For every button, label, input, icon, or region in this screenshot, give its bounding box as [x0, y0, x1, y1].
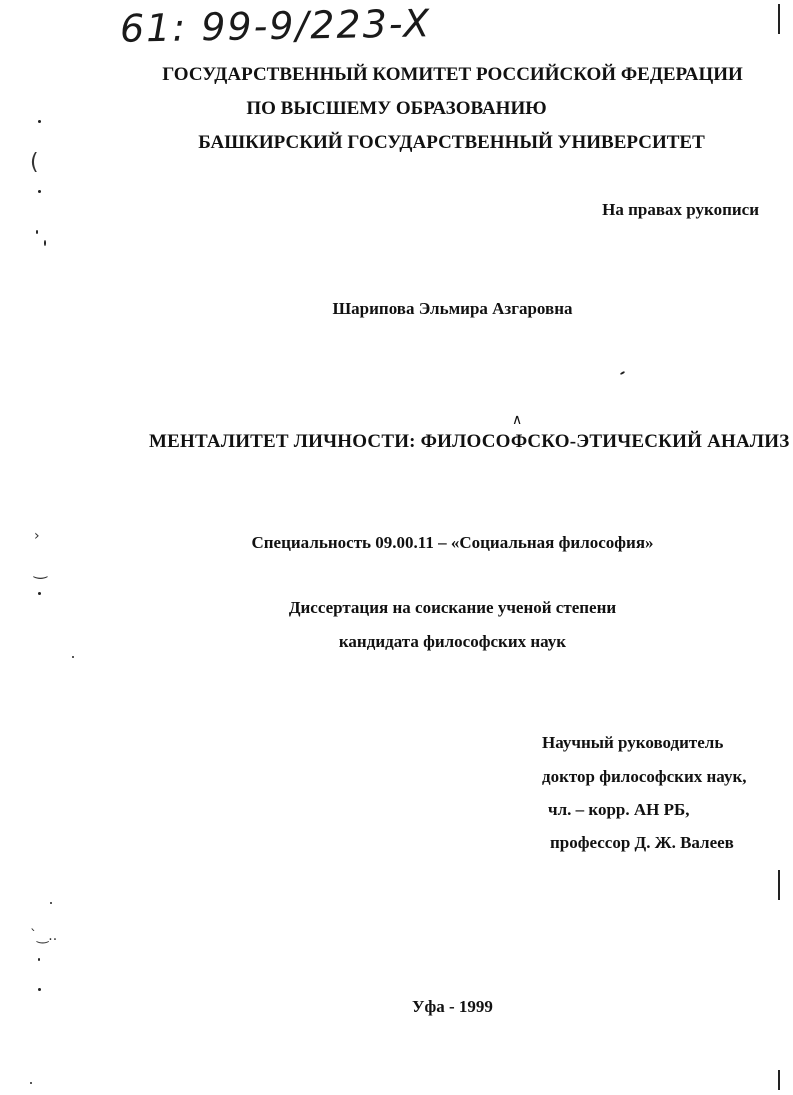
- advisor-degree: доктор философских наук,: [542, 767, 747, 786]
- scan-speck: [778, 4, 780, 34]
- manuscript-rights-note: На правах рукописи: [602, 200, 759, 219]
- scan-mark: ›: [34, 528, 40, 544]
- scan-mark-bracket: (: [30, 150, 39, 175]
- handwritten-caret-mark: ∧: [512, 412, 523, 428]
- scan-speck: [38, 190, 41, 193]
- advisor-label: Научный руководитель: [542, 733, 724, 752]
- degree-line-1: Диссертация на соискание ученой степени: [288, 598, 617, 617]
- scan-speck: [72, 656, 74, 658]
- advisor-name: профессор Д. Ж. Валеев: [550, 833, 734, 852]
- scan-speck: [50, 902, 52, 904]
- header-line-committee: ГОСУДАРСТВЕННЫЙ КОМИТЕТ РОССИЙСКОЙ ФЕДЕРАЦИИ: [162, 64, 743, 85]
- scan-speck: [38, 988, 41, 991]
- scan-speck: [36, 230, 38, 234]
- degree-line-2: кандидата философских наук: [338, 632, 567, 651]
- scan-mark: ‿: [34, 560, 47, 579]
- specialty-line: Специальность 09.00.11 – «Социальная философия»: [251, 533, 654, 552]
- scan-mark: `‿..: [30, 928, 58, 944]
- author-name: Шарипова Эльмира Азгаровна: [332, 299, 573, 318]
- place-and-year: Уфа - 1999: [412, 997, 493, 1016]
- scan-speck: [44, 240, 46, 246]
- handwritten-catalog-number: 61: 99-9/223-X: [119, 1, 432, 51]
- scan-speck: [38, 120, 41, 123]
- header-line-university: БАШКИРСКИЙ ГОСУДАРСТВЕННЫЙ УНИВЕРСИТЕТ: [198, 132, 705, 153]
- scan-speck: [620, 371, 625, 375]
- scan-speck: [778, 1070, 780, 1090]
- advisor-academy: чл. – корр. АН РБ,: [548, 800, 690, 819]
- scan-speck: [38, 592, 41, 595]
- dissertation-title: МЕНТАЛИТЕТ ЛИЧНОСТИ: ФИЛОСОФСКО-ЭТИЧЕСКИЙ АНАЛИЗ: [149, 431, 790, 452]
- header-line-education: ПО ВЫСШЕМУ ОБРАЗОВАНИЮ: [246, 98, 547, 119]
- scan-speck: [778, 870, 780, 900]
- scan-speck: [30, 1082, 32, 1084]
- scan-speck: [38, 958, 40, 961]
